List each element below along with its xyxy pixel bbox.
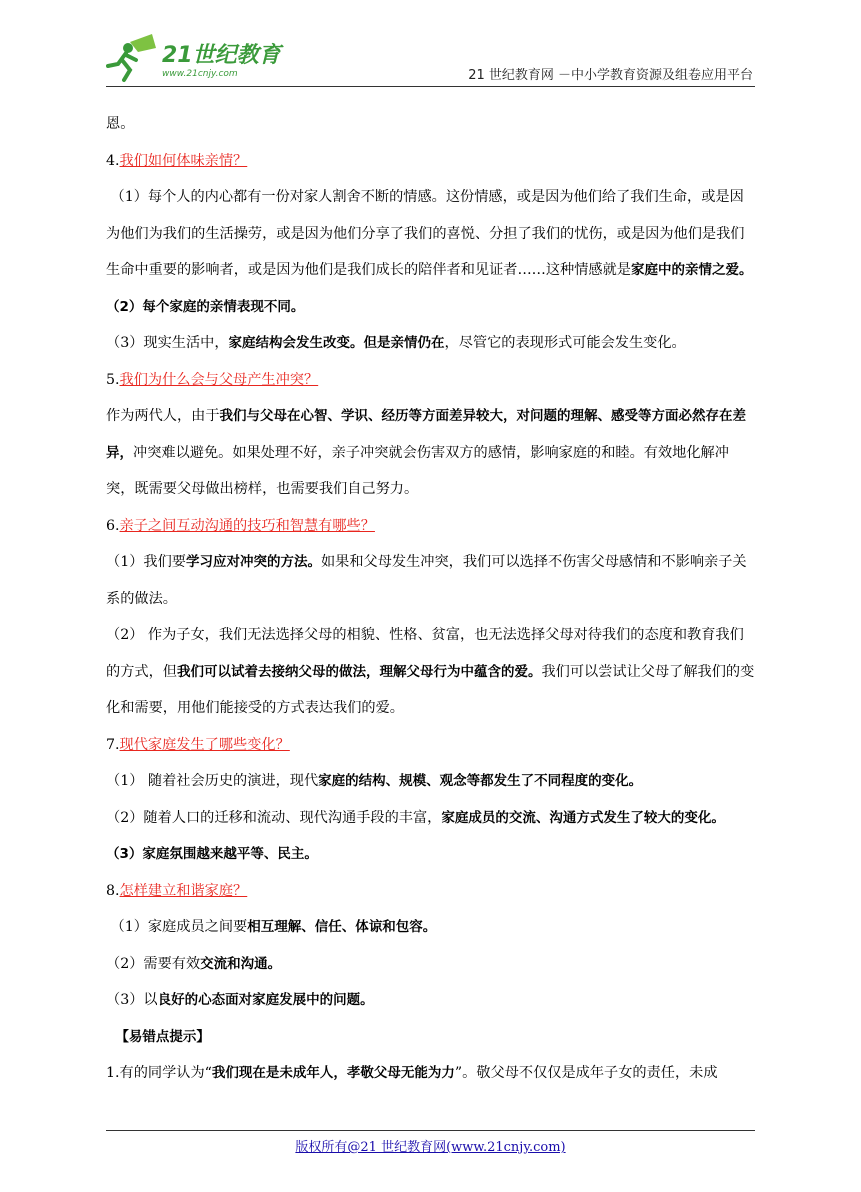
question-heading: 7.现代家庭发生了哪些变化？ (106, 736, 290, 753)
question-link[interactable]: 我们如何体味亲情？ (119, 152, 248, 169)
footer-divider (106, 1130, 755, 1131)
tips-heading: 【易错点提示】 (115, 1028, 210, 1045)
paragraph: （3）家庭氛围越来越平等、民主。 (106, 846, 318, 862)
header-divider (106, 86, 755, 87)
paragraph: 作为两代人，由于我们与父母在心智、学识、经历等方面差异较大，对问题的理解、感受等方面必然存在差异，冲突难以避免。如果处理不好，亲子冲突就会伤害双方的感情，影响家庭的和睦。有效地化解冲突，既需要父母做出榜样，也需要我们自己努力。 (106, 408, 747, 497)
paragraph: （1） 随着社会历史的演进，现代家庭的结构、规模、观念等都发生了不同程度的变化。 (106, 773, 643, 789)
svg-text:www.21cnjy.com: www.21cnjy.com (162, 69, 238, 79)
question-link[interactable]: 怎样建立和谐家庭？ (119, 882, 248, 899)
question-heading: 5.我们为什么会与父母产生冲突？ (106, 371, 319, 388)
question-link[interactable]: 亲子之间互动沟通的技巧和智慧有哪些？ (119, 517, 375, 534)
question-link[interactable]: 现代家庭发生了哪些变化？ (119, 736, 290, 753)
question-heading: 8.怎样建立和谐家庭？ (106, 882, 248, 899)
document-body (106, 106, 756, 1092)
paragraph: （2）随着人口的迁移和流动、现代沟通手段的丰富，家庭成员的交流、沟通方式发生了较大的变化。 (106, 809, 725, 826)
svg-text:21世纪教育: 21世纪教育 (162, 43, 281, 68)
copyright-link[interactable]: 版权所有@21 世纪教育网(www.21cnjy.com) (295, 1140, 566, 1155)
paragraph: 恩。 (106, 116, 135, 132)
paragraph: （2） 作为子女，我们无法选择父母的相貌、性格、贫富，也无法选择父母对待我们的态度和教育我们的方式，但我们可以试着去接纳父母的做法，理解父母行为中蕴含的爱。我们可以尝试让父母了解我们的变化和需要，用他们能接受的方式表达我们的爱。 (106, 627, 755, 716)
paragraph: （3）以良好的心态面对家庭发展中的问题。 (106, 992, 374, 1008)
paragraph: （1）我们要学习应对冲突的方法。如果和父母发生冲突，我们可以选择不伤害父母感情和不影响亲子关系的做法。 (106, 554, 747, 607)
paragraph: （2）需要有效交流和沟通。 (106, 955, 282, 972)
runner-logo-icon (100, 30, 290, 86)
paragraph: （1）家庭成员之间要相互理解、信任、体谅和包容。 (110, 919, 437, 935)
question-heading: 4.我们如何体味亲情？ (106, 152, 248, 169)
paragraph: （1）每个人的内心都有一份对家人割舍不断的情感。这份情感，或是因为他们给了我们生命，或是因为他们为我们的生活操劳，或是因为他们分享了我们的喜悦、分担了我们的忧伤，或是因为他们是我们生命中重要的影响者，或是因为他们是我们成长的陪伴者和见证者……这种情感就是家庭中的亲情之爱。 (106, 189, 753, 278)
question-link[interactable]: 我们为什么会与父母产生冲突？ (119, 371, 319, 388)
logo (100, 30, 290, 86)
paragraph: （3）现实生活中，家庭结构会发生改变。但是亲情仍在，尽管它的表现形式可能会发生变化。 (106, 335, 686, 351)
paragraph: 1.有的同学认为“我们现在是未成年人，孝敬父母无能为力”。敬父母不仅仅是成年子女的责任，未成 (106, 1065, 718, 1081)
paragraph: （2）每个家庭的亲情表现不同。 (106, 298, 305, 315)
header-title: 21 世纪教育网 －中小学教育资源及组卷应用平台 (468, 68, 753, 83)
footer (0, 1136, 861, 1155)
question-heading: 6.亲子之间互动沟通的技巧和智慧有哪些？ (106, 517, 375, 534)
